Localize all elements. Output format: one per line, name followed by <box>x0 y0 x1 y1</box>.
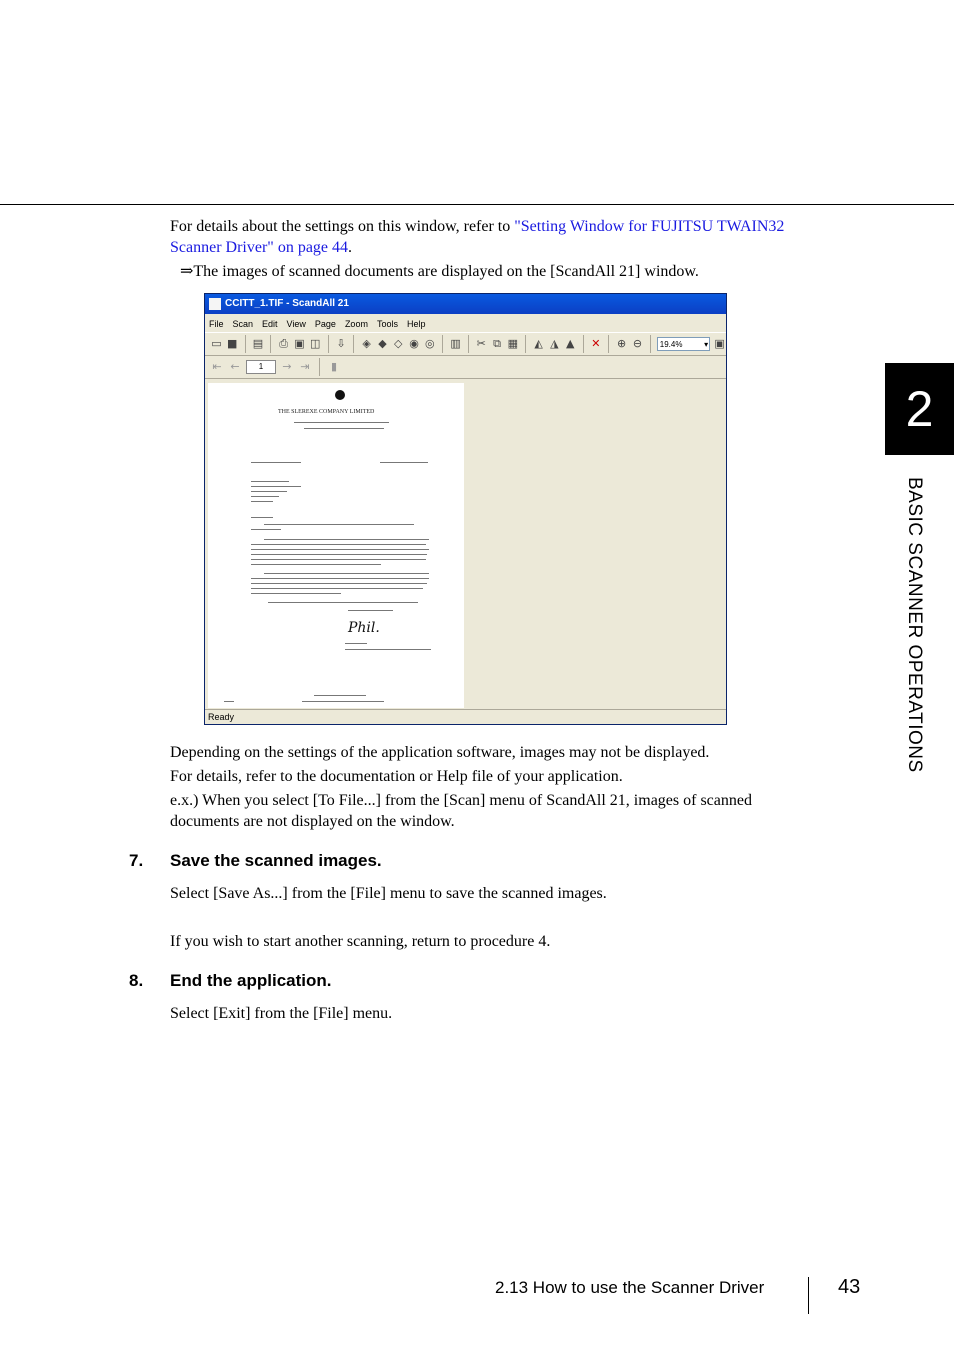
toolbar-separator <box>245 335 246 353</box>
footer-section: 2.13 How to use the Scanner Driver <box>495 1278 765 1297</box>
toolbar-separator <box>270 335 271 353</box>
step-8-body: Select [Exit] from the [File] menu. <box>170 1005 393 1022</box>
document-text-line <box>251 564 381 565</box>
menu-page[interactable]: Page <box>314 319 336 329</box>
paste-icon[interactable]: ▦ <box>507 337 519 350</box>
document-text-line <box>314 695 366 696</box>
document-text-line <box>294 422 389 423</box>
step-7-extra: If you wish to start another scanning, return to procedure 4. <box>170 933 551 950</box>
document-text-line <box>345 643 367 644</box>
document-company: THE SLEREXE COMPANY LIMITED <box>278 409 375 415</box>
document-text-line <box>251 559 426 560</box>
document-text-line <box>251 486 301 487</box>
scan-preview-icon[interactable]: ◉ <box>409 337 419 350</box>
rotate-right-icon[interactable]: ◮ <box>550 337 559 350</box>
preview-icon[interactable]: ◫ <box>310 337 321 350</box>
delete-icon[interactable]: ✕ <box>591 337 601 350</box>
step-7-title: Save the scanned images. <box>170 851 382 870</box>
intro-end: . <box>348 239 353 256</box>
last-page-icon[interactable]: ⇥ <box>300 360 310 373</box>
scan-batch-icon[interactable]: ◆ <box>378 337 387 350</box>
scanned-document-page <box>208 383 464 708</box>
first-page-icon[interactable]: ⇤ <box>212 360 222 373</box>
menu-zoom[interactable]: Zoom <box>344 319 368 329</box>
step-8-number: 8. <box>129 971 144 990</box>
document-text-line <box>251 588 423 589</box>
toolbar-separator <box>319 358 320 376</box>
copy-icon[interactable]: ⧉ <box>493 337 502 350</box>
toolbar-separator <box>468 335 469 353</box>
document-text-line <box>304 428 384 429</box>
zoom-out-icon[interactable]: ⊖ <box>632 337 643 350</box>
document-text-line <box>251 462 301 463</box>
chapter-tab: 2 <box>885 363 954 455</box>
book-icon[interactable]: ▮ <box>330 360 338 373</box>
header-rule <box>0 204 954 205</box>
document-text-line <box>251 529 281 530</box>
menu-view[interactable]: View <box>286 319 306 329</box>
menu-help[interactable]: Help <box>406 319 426 329</box>
settings-window-link[interactable]: "Setting Window for FUJITSU TWAIN32 Scanner Driver" on page 44 <box>170 218 785 256</box>
document-text-line <box>251 491 287 492</box>
menu-edit[interactable]: Edit <box>262 319 278 329</box>
document-text-line <box>264 573 429 574</box>
note-1: Depending on the settings of the application software, images may not be displayed. <box>170 744 710 761</box>
document-text-line <box>264 539 429 540</box>
document-text-line <box>251 593 341 594</box>
page-number-field[interactable]: 1 <box>246 360 276 374</box>
flip-icon[interactable]: ▲ <box>565 337 575 350</box>
cut-icon[interactable]: ✂ <box>476 337 486 350</box>
page-number: 43 <box>838 1276 861 1298</box>
step-8-title: End the application. <box>170 971 332 990</box>
page-navbar <box>205 356 726 379</box>
main-toolbar <box>205 332 726 356</box>
status-bar: Ready <box>205 709 726 724</box>
document-text-line <box>251 578 429 579</box>
fit-icon[interactable]: ▣ <box>714 337 725 350</box>
document-text-line <box>380 462 428 463</box>
scanner-icon[interactable]: ▥ <box>450 337 461 350</box>
window-titlebar <box>205 294 726 314</box>
scan-to-file-icon[interactable]: ◇ <box>394 337 403 350</box>
image-viewer <box>208 383 724 708</box>
previous-page-icon[interactable]: ← <box>230 360 240 373</box>
document-text-line <box>345 649 431 650</box>
document-text-line <box>251 481 289 482</box>
document-text-line <box>251 501 273 502</box>
document-text-line <box>348 610 393 611</box>
print-icon[interactable]: ⎙ <box>279 337 289 350</box>
toolbar-separator <box>650 335 651 353</box>
step-7-number: 7. <box>129 851 144 870</box>
document-text-line <box>251 496 279 497</box>
chapter-title: BASIC SCANNER OPERATIONS <box>904 477 925 773</box>
document-text-line <box>264 524 414 525</box>
zoom-select[interactable]: 19.4% ▾ <box>657 337 710 351</box>
toolbar-separator <box>328 335 329 353</box>
app-icon <box>209 298 221 310</box>
toolbar-separator <box>353 335 354 353</box>
footer-divider <box>808 1277 809 1314</box>
document-text-line <box>251 583 427 584</box>
document-logo <box>335 390 345 400</box>
rotate-left-icon[interactable]: ◭ <box>534 337 543 350</box>
intro-paragraph <box>170 216 830 258</box>
document-text-line <box>224 701 234 702</box>
menu-file[interactable]: File <box>209 319 224 329</box>
scan-icon[interactable]: ⇩ <box>336 337 346 350</box>
document-text-line <box>268 602 418 603</box>
toolbar-separator <box>525 335 526 353</box>
toolbar-separator <box>442 335 443 353</box>
document-text-line <box>251 554 427 555</box>
zoom-in-icon[interactable]: ⊕ <box>617 337 627 350</box>
document-text-line <box>251 549 429 550</box>
menubar <box>205 317 726 332</box>
open-icon[interactable]: ▭ <box>211 337 222 350</box>
properties-icon[interactable]: ▤ <box>252 337 264 350</box>
note-2: For details, refer to the documentation or Help file of your application. <box>170 768 623 785</box>
next-page-icon[interactable]: → <box>282 360 292 373</box>
document-signature: Phil. <box>348 620 380 636</box>
window-title: CCITT_1.TIF - ScandAll 21 <box>225 298 349 309</box>
scandall-window <box>204 293 727 725</box>
document-text-line <box>251 544 426 545</box>
print-preview-icon[interactable]: ▣ <box>294 337 305 350</box>
scan-settings-icon[interactable]: ◈ <box>362 337 371 350</box>
document-text-line <box>251 517 273 518</box>
toolbar-separator <box>583 335 584 353</box>
toolbar-separator <box>608 335 609 353</box>
save-icon[interactable]: ■ <box>226 337 238 350</box>
step-7-body: Select [Save As...] from the [File] menu to save the scanned images. <box>170 885 607 902</box>
menu-tools[interactable]: Tools <box>376 319 398 329</box>
document-text-line <box>302 701 384 702</box>
result-line: ⇒The images of scanned documents are displayed on the [ScandAll 21] window. <box>180 263 699 280</box>
note-3: e.x.) When you select [To File...] from the [Scan] menu of ScandAll 21, images of scanned documents are not displayed on the window. <box>170 792 752 830</box>
menu-scan[interactable]: Scan <box>232 319 254 329</box>
scan-options-icon[interactable]: ◎ <box>425 337 435 350</box>
intro-text: For details about the settings on this window, refer to <box>170 218 515 235</box>
